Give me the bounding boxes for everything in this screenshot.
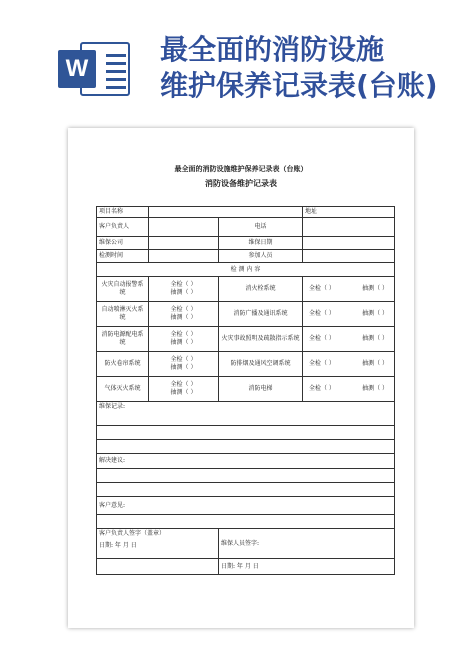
- sample-check[interactable]: 抽测（ ）: [170, 314, 197, 321]
- maintenance-company-field[interactable]: [149, 237, 219, 250]
- check-cell[interactable]: [149, 352, 219, 377]
- banner-title-line-2: 维护保养记录表(台账): [160, 69, 438, 102]
- solution-line[interactable]: [97, 469, 395, 483]
- phone-field[interactable]: [303, 218, 395, 237]
- client-signature-cell[interactable]: [97, 529, 219, 559]
- table-row: [97, 426, 395, 440]
- sample-check[interactable]: 抽测（ ）: [362, 385, 388, 392]
- full-check[interactable]: 全检（ ）: [170, 281, 197, 288]
- maintenance-date-field[interactable]: [303, 237, 395, 250]
- check-cell[interactable]: [303, 352, 395, 377]
- label-maintenance-company: 维保公司: [97, 237, 149, 250]
- label-participants: 参加人员: [219, 250, 303, 263]
- word-document-icon: [58, 42, 132, 96]
- system-right-label: 消防广播及通讯系统: [219, 302, 303, 327]
- system-right-label: 消防电梯: [219, 377, 303, 402]
- form-subtitle: 消防设备维护记录表: [205, 179, 277, 188]
- system-left-label: 火灾自动报警系统: [97, 277, 149, 302]
- solution-line[interactable]: [97, 483, 395, 497]
- sample-check[interactable]: 抽测（ ）: [362, 360, 388, 367]
- maintenance-record-line[interactable]: [97, 426, 395, 440]
- table-row: [97, 377, 395, 402]
- section-inspection-content: 检 测 内 容: [97, 263, 395, 277]
- banner: [0, 0, 474, 118]
- maintenance-record-label: 维保记录:: [97, 402, 395, 426]
- check-cell[interactable]: [303, 327, 395, 352]
- sample-check[interactable]: 抽测（ ）: [170, 364, 197, 371]
- maint-signature-date: 日期: 年 月 日: [219, 559, 395, 575]
- sample-check[interactable]: 抽测（ ）: [362, 285, 388, 292]
- table-row: [97, 207, 395, 218]
- system-left-label: 气体灭火系统: [97, 377, 149, 402]
- check-cell[interactable]: [149, 302, 219, 327]
- client-signature-extra[interactable]: [97, 559, 219, 575]
- full-check[interactable]: 全检（ ）: [309, 335, 335, 342]
- inspection-time-field[interactable]: [149, 250, 219, 263]
- label-inspection-time: 检测时间: [97, 250, 149, 263]
- full-check[interactable]: 全检（ ）: [309, 385, 335, 392]
- maintenance-record-table: [96, 206, 395, 575]
- system-left-label: 防火卷帘系统: [97, 352, 149, 377]
- system-right-label: 火灾事故照明及疏散指示系统: [219, 327, 303, 352]
- sample-check[interactable]: 抽测（ ）: [362, 335, 388, 342]
- label-maintenance-date: 维保日期: [219, 237, 303, 250]
- label-address: 地址: [303, 207, 395, 218]
- project-name-field[interactable]: [149, 207, 303, 218]
- table-row: [97, 402, 395, 426]
- table-row: [97, 302, 395, 327]
- sample-check[interactable]: 抽测（ ）: [170, 339, 197, 346]
- participants-field[interactable]: [303, 250, 395, 263]
- table-row: [97, 559, 395, 575]
- table-row: [97, 218, 395, 237]
- table-row: [97, 250, 395, 263]
- full-check[interactable]: 全检（ ）: [170, 381, 197, 388]
- full-check[interactable]: 全检（ ）: [309, 360, 335, 367]
- sample-check[interactable]: 抽测（ ）: [170, 289, 197, 296]
- check-cell[interactable]: [149, 377, 219, 402]
- system-right-label: 消火栓系统: [219, 277, 303, 302]
- table-row: [97, 277, 395, 302]
- check-cell[interactable]: [303, 377, 395, 402]
- system-left-label: 自动喷淋灭火系统: [97, 302, 149, 327]
- table-row: [97, 497, 395, 515]
- sample-check[interactable]: 抽测（ ）: [362, 310, 388, 317]
- client-signature-label: 客户负责人签字（盖章）: [99, 530, 166, 537]
- full-check[interactable]: 全检（ ）: [170, 356, 197, 363]
- full-check[interactable]: 全检（ ）: [309, 285, 335, 292]
- table-row: [97, 237, 395, 250]
- label-phone: 电话: [219, 218, 303, 237]
- full-check[interactable]: 全检（ ）: [170, 306, 197, 313]
- sample-check[interactable]: 抽测（ ）: [170, 389, 197, 396]
- table-row: [97, 454, 395, 469]
- table-row: [97, 469, 395, 483]
- table-row: [97, 352, 395, 377]
- table-row: [97, 529, 395, 559]
- full-check[interactable]: 全检（ ）: [170, 331, 197, 338]
- system-right-label: 防排烟及通风空调系统: [219, 352, 303, 377]
- client-contact-field[interactable]: [149, 218, 219, 237]
- maintenance-record-line[interactable]: [97, 440, 395, 454]
- table-row: [97, 483, 395, 497]
- table-row: [97, 327, 395, 352]
- label-project-name: 项目名称: [97, 207, 149, 218]
- maint-signature-cell[interactable]: [219, 529, 395, 559]
- check-cell[interactable]: [149, 277, 219, 302]
- banner-title-line-1: 最全面的消防设施: [160, 33, 385, 66]
- check-cell[interactable]: [149, 327, 219, 352]
- table-row: [97, 515, 395, 529]
- full-check[interactable]: 全检（ ）: [309, 310, 335, 317]
- maint-signature-label: 维保人员签字:: [221, 539, 260, 547]
- table-row: [97, 440, 395, 454]
- word-w-badge: W: [58, 50, 96, 88]
- solution-suggestion-label: 解决建议:: [97, 454, 395, 469]
- system-left-label: 消防电源配电系统: [97, 327, 149, 352]
- label-client-contact: 客户负责人: [97, 218, 149, 237]
- client-signature-date: 日期: 年 月 日: [99, 542, 137, 549]
- table-row: [97, 263, 395, 277]
- check-cell[interactable]: [303, 277, 395, 302]
- client-opinion-label: 客户意见:: [97, 497, 395, 515]
- client-opinion-line[interactable]: [97, 515, 395, 529]
- form-header-title: 最全面的消防设施维护保养记录表（台账）: [174, 165, 308, 173]
- document-page: [68, 128, 414, 628]
- check-cell[interactable]: [303, 302, 395, 327]
